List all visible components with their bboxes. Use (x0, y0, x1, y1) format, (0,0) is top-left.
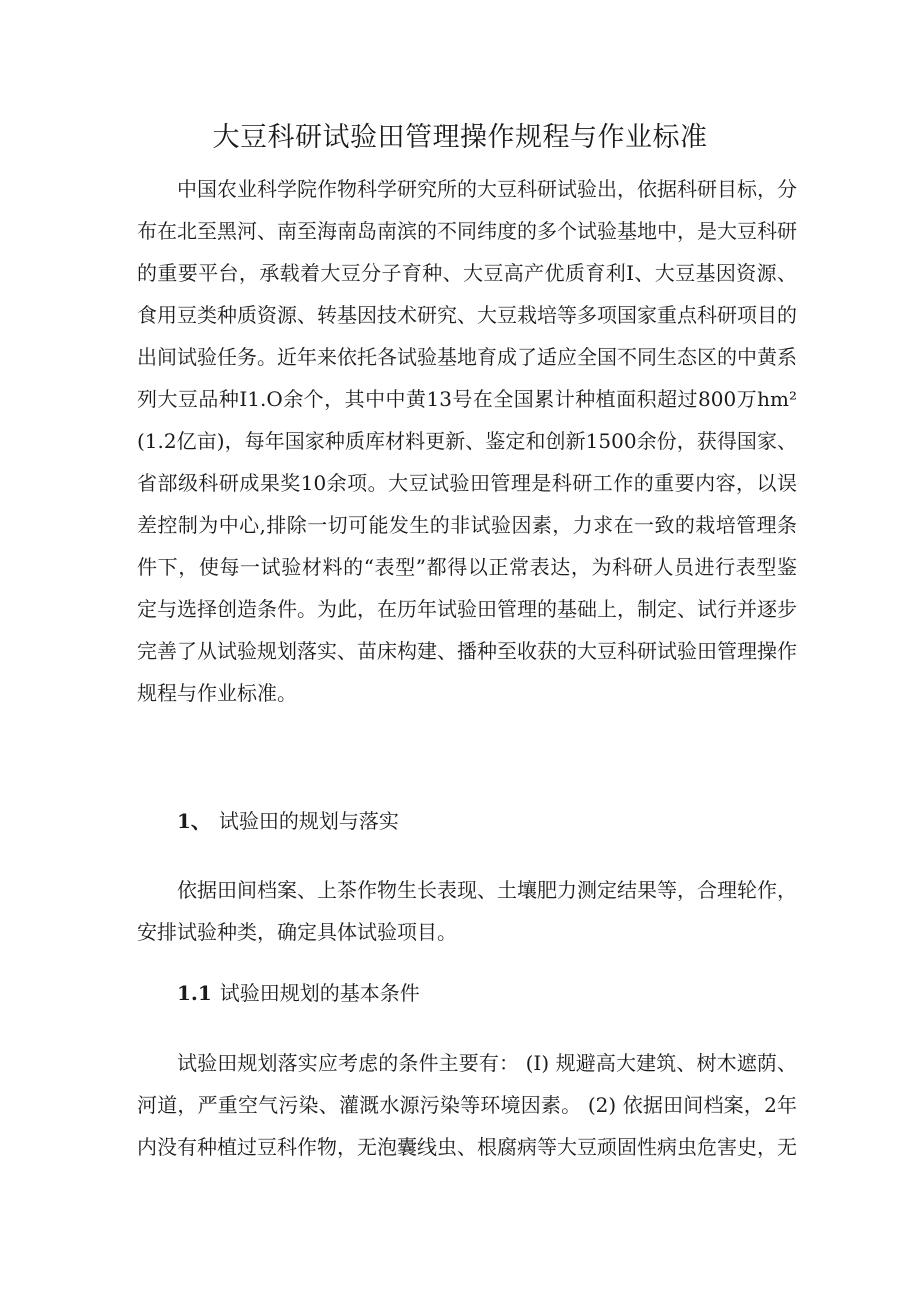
document-title: 大豆科研试验田管理操作规程与作业标准 (212, 122, 708, 153)
section-1-title: 试验田的规划与落实 (218, 809, 399, 833)
section-1-1-heading (177, 972, 420, 1014)
section-1-heading (177, 800, 399, 842)
section-1-1-number: 1.1 (177, 981, 212, 1005)
intro-paragraph: 中国农业科学院作物科学研究所的大豆科研试验出，依据科研目标，分布在北至黑河、南至海南岛南滨的不同纬度的多个试验基地中，是大豆科研的重要平台，承载着大豆分子育种、大豆高产优质育利I、大豆基因资源、食用豆类种质资源、转基因技术研究、大豆栽培等多项国家重点科研项目的出间试验任务。近年来依托各试验基地育成了适应全国不同生态区的中黄系列大豆品种I1.O余个，其中中黄13号在全国累计种植面积超过800万hm² (1.2亿亩)，每年国家种质库材料更新、鉴定和创新1500余份，获得国家、省部级科研成果奖10余项。大豆试验田管理是科研工作的重要内容，以误差控制为中心,排除一切可能发生的非试验因素，力求在一致的栽培管理条件下，使每一试验材料的“表型”都得以正常表达，为科研人员进行表型鉴定与选择创造条件。为此，在历年试验田管理的基础上，制定、试行并逐步完善了从试验规划落实、苗床构建、播种至收获的大豆科研试验田管理操作规程与作业标准。 (137, 177, 797, 705)
section-1-1-paragraph: 试验田规划落实应考虑的条件主要有： (I) 规避高大建筑、树木遮荫、河道，严重空气污染、灌溉水源污染等环境因素。 (2) 依据田间档案，2年内没有种植过豆科作物，无泡囊线虫、根腐病等大豆顽固性病虫危害史，无 (137, 1051, 797, 1159)
section-1-paragraph: 依据田间档案、上茶作物生长表现、土壤肥力测定结果等，合理轮作，安排试验种类，确定具体试验项目。 (137, 878, 797, 944)
section-1-1-title: 试验田规划的基本条件 (219, 981, 420, 1005)
section-1-number: 1、 (177, 809, 211, 833)
